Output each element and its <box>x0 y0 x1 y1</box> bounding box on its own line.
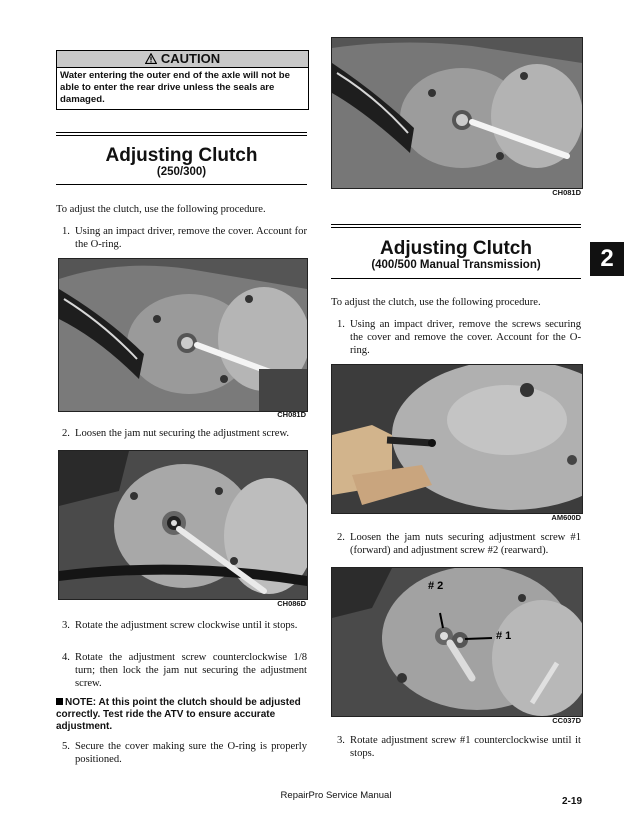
section-subtitle-left: (250/300) <box>156 166 207 178</box>
section-divider <box>56 132 307 136</box>
step-item: 3. Rotate the adjustment screw clockwise until it stops. <box>62 620 298 631</box>
step-item: 2. Loosen the jam nuts securing adjustment screw #1 (forward) and adjustment screw #2 (rearward). <box>337 532 581 556</box>
figure-caption: CC037D <box>552 716 581 725</box>
figure-caption: CH086D <box>277 599 306 608</box>
note-square-icon <box>56 698 63 705</box>
warning-triangle-icon <box>145 52 157 68</box>
caution-header <box>57 51 308 68</box>
step-item: 1. Using an impact driver, remove the screws securing the cover and remove the cover. Account for the O-ring. <box>337 319 581 356</box>
section-title-right: Adjusting Clutch <box>380 238 532 259</box>
title-underline <box>331 278 581 279</box>
note-block <box>56 697 307 733</box>
section-title-left: Adjusting Clutch <box>105 145 258 166</box>
callout-label: # 2 <box>428 580 444 592</box>
note-text: NOTE: At this point the clutch should be adjusted correctly. Test ride the ATV to ensure accurate adjustment. <box>56 697 301 732</box>
title-underline <box>56 184 307 185</box>
intro-right: To adjust the clutch, use the following procedure. <box>331 297 541 308</box>
page-number: 2-19 <box>561 796 582 807</box>
engine-photo <box>331 364 583 514</box>
step-item: 3. Rotate adjustment screw #1 counterclockwise until it stops. <box>337 735 581 759</box>
footer-manual-title: RepairPro Service Manual <box>280 790 392 801</box>
figure-caption: AM600D <box>551 513 581 522</box>
step-item: 2. Loosen the jam nut securing the adjustment screw. <box>62 428 290 439</box>
figure-caption: CH081D <box>277 410 306 419</box>
section-divider <box>331 224 581 228</box>
engine-photo <box>331 567 583 717</box>
intro-left: To adjust the clutch, use the following procedure. <box>56 204 266 215</box>
section-subtitle-right: (400/500 Manual Transmission) <box>371 259 541 271</box>
step-item: 1. Using an impact driver, remove the cover. Account for the O-ring. <box>62 226 307 250</box>
figure-caption: CH081D <box>552 188 581 197</box>
caution-box <box>56 50 309 110</box>
step-item: 4. Rotate the adjustment screw counterclockwise 1/8 turn; then lock the jam nut securing the adjustment screw. <box>62 652 307 689</box>
engine-photo <box>58 258 308 412</box>
step-item: 5. Secure the cover making sure the O-ring is properly positioned. <box>62 741 307 765</box>
engine-photo <box>58 450 308 600</box>
caution-heading: CAUTION <box>160 51 221 66</box>
caution-text: Water entering the outer end of the axle will not be able to enter the rear drive unless the seals are damaged. <box>60 70 290 105</box>
engine-photo <box>331 37 583 189</box>
callout-label: # 1 <box>496 630 512 642</box>
chapter-tab: 2 <box>590 242 624 276</box>
